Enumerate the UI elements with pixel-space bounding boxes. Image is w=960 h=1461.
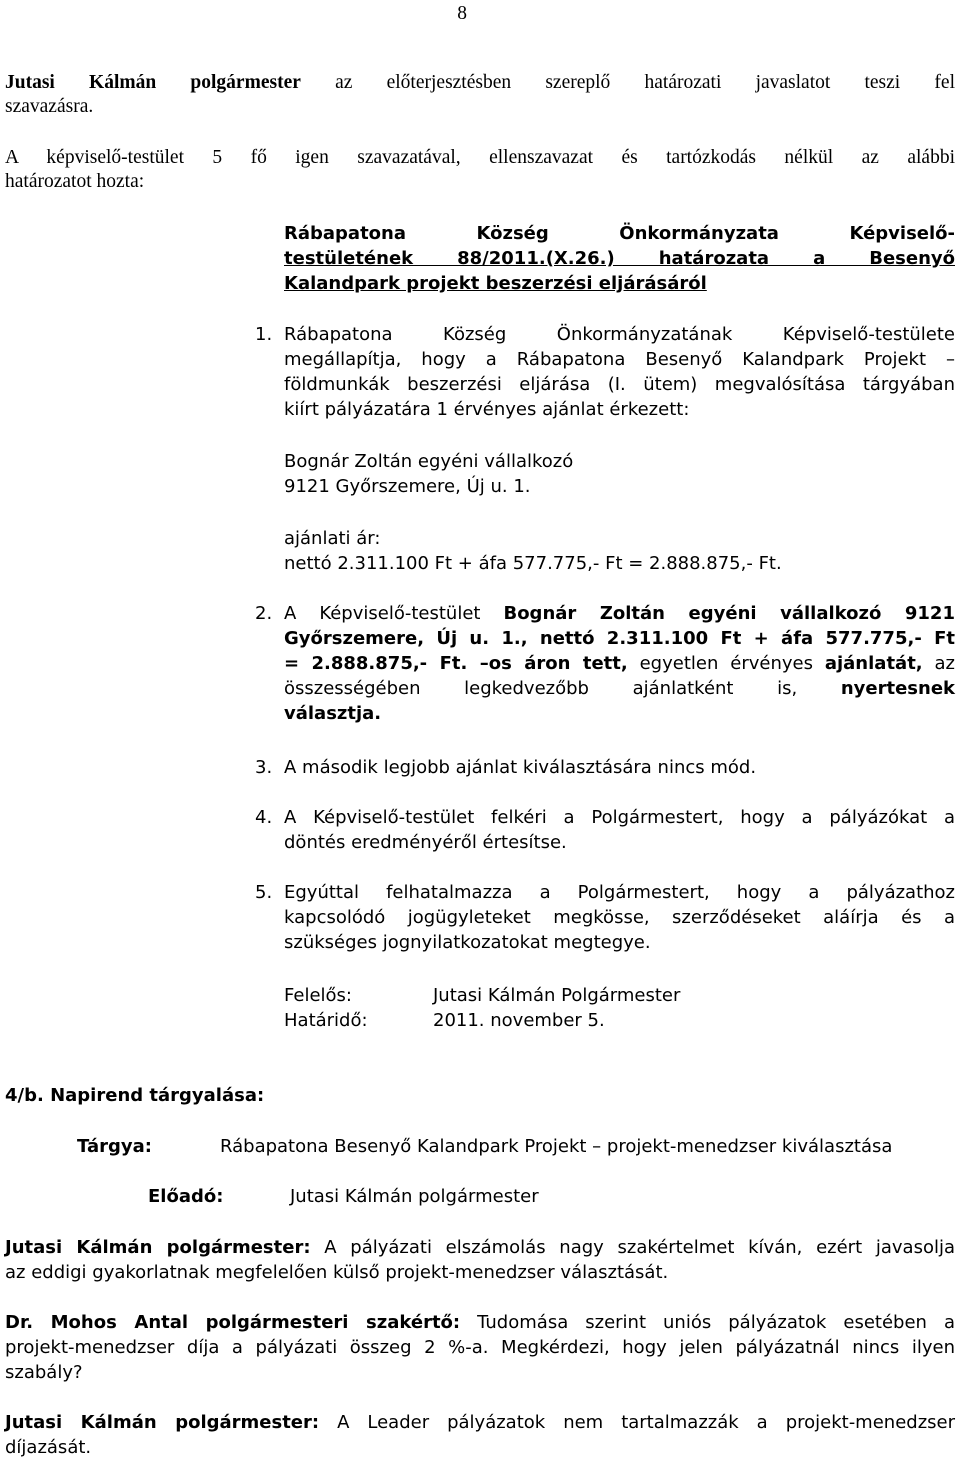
- item-4-line-1: A Képviselő-testület felkéri a Polgármestert, hogy a pályázókat a: [284, 807, 955, 828]
- page-number: 8: [457, 3, 467, 24]
- deadline-label: Határidő:: [284, 1010, 368, 1031]
- item-1-line-4: kiírt pályázatára 1 érvényes ajánlat érkezett:: [284, 399, 690, 420]
- speaker-name: Jutasi Kálmán polgármester:: [5, 1412, 320, 1433]
- item-2-price-phrase: –os áron tett,: [467, 653, 628, 674]
- item-2-text: egyetlen érvényes: [627, 653, 825, 674]
- intro-line-1: [5, 71, 955, 95]
- discussion-2-line-1: [5, 1311, 955, 1335]
- item-2-text: összességében legkedvezőbb ajánlatként is,: [284, 678, 798, 699]
- price-label: ajánlati ár:: [284, 528, 381, 549]
- vote-result-line-2: határozatot hozta:: [5, 171, 145, 192]
- responsible-label: Felelős:: [284, 985, 352, 1006]
- speaker-name: Jutasi Kálmán polgármester: [5, 72, 301, 93]
- item-1-line-3: földmunkák beszerzési eljárása (I. ütem) megvalósítása tárgyában: [284, 374, 955, 395]
- subject-value: Rábapatona Besenyő Kalandpark Projekt – projekt-menedzser kiválasztása: [220, 1136, 893, 1157]
- intro-line-2: szavazásra.: [5, 96, 94, 117]
- item-1-number: 1.: [255, 324, 273, 345]
- vote-result-line: A képviselő-testület 5 fő igen szavazatával, ellenszavazat és tartózkodás nélkül az alábbi: [5, 147, 955, 168]
- discussion-1-line-2: az eddigi gyakorlatnak megfelelően külső projekt-menedzser választását.: [5, 1262, 669, 1283]
- discussion-3-line-2: díjazását.: [5, 1437, 92, 1458]
- discussion-text: A Leader pályázatok nem tartalmazzák a projekt-menedzser: [337, 1412, 956, 1433]
- bidder-address: 9121 Győrszemere, Új u. 1.: [284, 476, 531, 497]
- speaker-name: Jutasi Kálmán polgármester:: [5, 1237, 311, 1258]
- item-5-line-3: szükséges jognyilatkozatokat megtegye.: [284, 932, 651, 953]
- item-4-line-2: döntés eredményéről értesítse.: [284, 832, 567, 853]
- resolution-title-line-2: testületének 88/2011.(X.26.) határozata a Besenyő: [284, 248, 955, 269]
- item-2-line-4: [284, 677, 955, 701]
- item-1-line-1: Rábapatona Község Önkormányzatának Képviselő-testülete: [284, 324, 955, 345]
- discussion-1-line-1: [5, 1236, 955, 1260]
- resolution-title-line-3: Kalandpark projekt beszerzési eljárásáról: [284, 273, 707, 294]
- discussion-2-line-3: szabály?: [5, 1362, 83, 1383]
- item-2-text: A Képviselő-testület: [284, 603, 481, 624]
- agenda-heading: 4/b. Napirend tárgyalása:: [5, 1085, 265, 1106]
- subject-label: Tárgya:: [77, 1136, 152, 1157]
- speaker-name: Dr. Mohos Antal polgármesteri szakértő:: [5, 1312, 461, 1333]
- discussion-text: A pályázati elszámolás nagy szakértelmet kíván, ezért javasolja: [324, 1237, 955, 1258]
- item-5-line-2: kapcsolódó jogügyleteket megkösse, szerződéseket aláírja és a: [284, 907, 955, 928]
- price-value: nettó 2.311.100 Ft + áfa 577.775,- Ft = 2.888.875,- Ft.: [284, 553, 782, 574]
- item-1-line-2: megállapítja, hogy a Rábapatona Besenyő Kalandpark Projekt –: [284, 349, 955, 370]
- resolution-title-line-1: Rábapatona Község Önkormányzata Képviselő-: [284, 223, 955, 244]
- item-2-line-5: választja.: [284, 703, 382, 724]
- discussion-2-line-2: projekt-menedzser díja a pályázati összeg 2 %-a. Megkérdezi, hogy jelen pályázatnál nincs ilyen: [5, 1337, 955, 1358]
- discussion-text: Tudomása szerint uniós pályázatok esetében a: [477, 1312, 955, 1333]
- item-3-text: A második legjobb ajánlat kiválasztására nincs mód.: [284, 757, 757, 778]
- item-2-line-2: Győrszemere, Új u. 1., nettó 2.311.100 Ft + áfa 577.775,- Ft: [284, 628, 955, 649]
- discussion-3-line-1: [5, 1411, 955, 1435]
- item-2-number: 2.: [255, 603, 273, 624]
- bidder-name: Bognár Zoltán egyéni vállalkozó: [284, 451, 574, 472]
- deadline-value: 2011. november 5.: [433, 1010, 605, 1031]
- presenter-value: Jutasi Kálmán polgármester: [290, 1186, 539, 1207]
- presenter-label: Előadó:: [148, 1186, 224, 1207]
- item-5-line-1: Egyúttal felhatalmazza a Polgármestert, hogy a pályázathoz: [284, 882, 955, 903]
- item-2-winner: nyertesnek: [840, 678, 955, 699]
- item-3-number: 3.: [255, 757, 273, 778]
- item-4-number: 4.: [255, 807, 273, 828]
- item-2-bold: Bognár Zoltán egyéni vállalkozó 9121: [503, 603, 955, 624]
- item-2-line-3: [284, 652, 955, 676]
- responsible-value: Jutasi Kálmán Polgármester: [433, 985, 681, 1006]
- intro-text: az előterjesztésben szereplő határozati javaslatot teszi fel: [335, 72, 955, 93]
- item-5-number: 5.: [255, 882, 273, 903]
- item-2-amount: = 2.888.875,- Ft.: [284, 653, 468, 674]
- item-2-offer: ajánlatát,: [824, 653, 923, 674]
- item-2-line-1: [284, 602, 955, 626]
- item-2-text: az: [922, 653, 955, 674]
